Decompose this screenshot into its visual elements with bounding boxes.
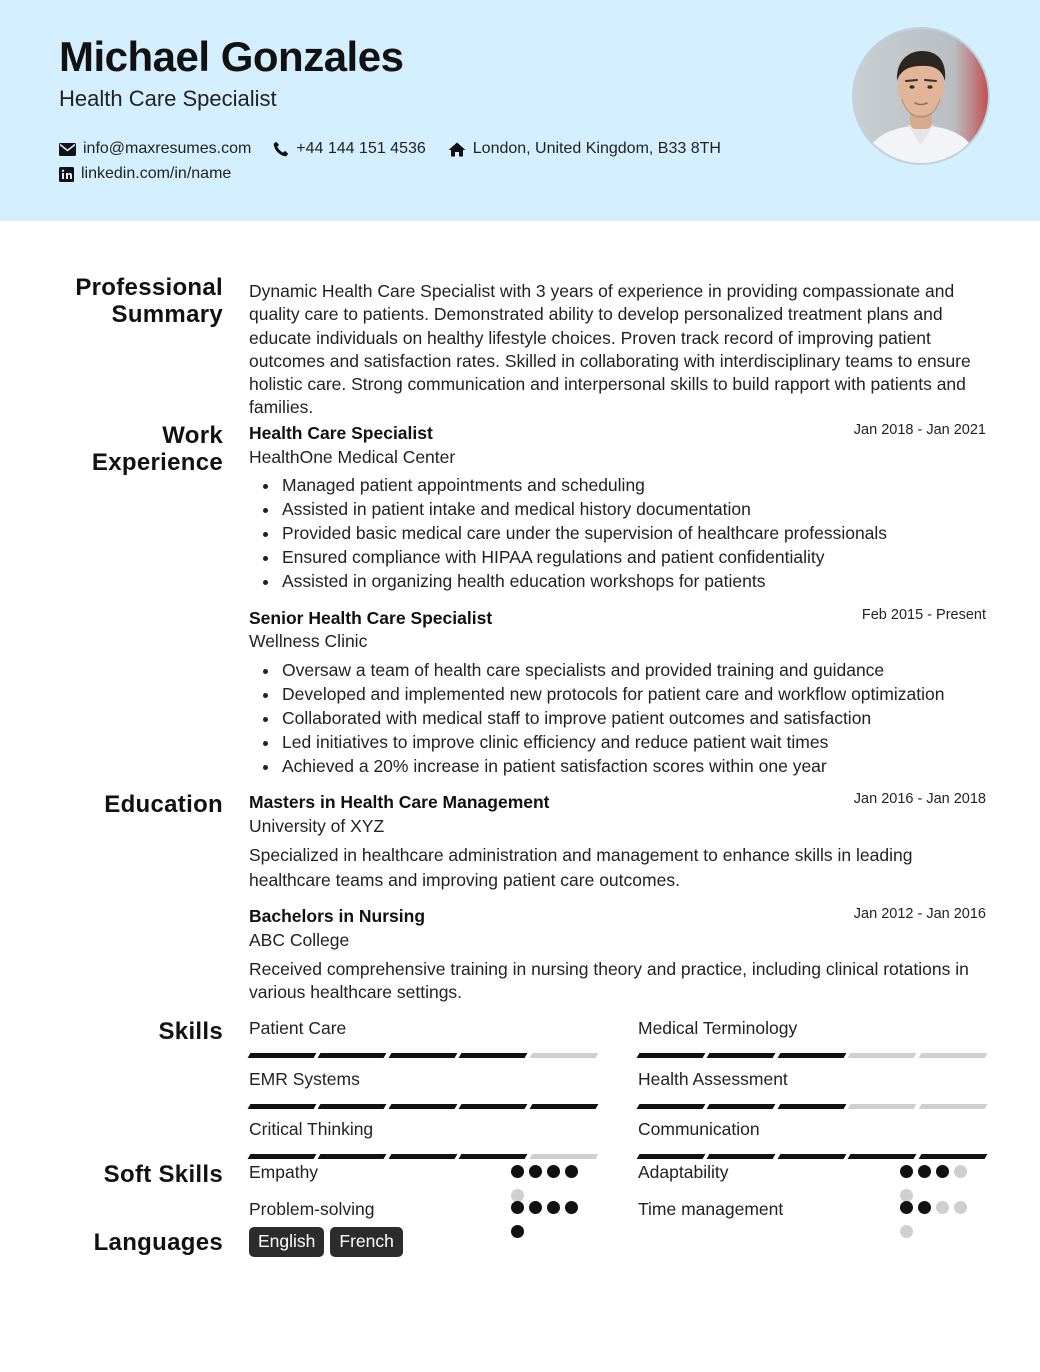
skills-section-title: Skills <box>158 1018 223 1045</box>
skill-segment-filled <box>777 1053 846 1058</box>
resume-header <box>0 0 1040 221</box>
degree-title: Bachelors in Nursing <box>249 906 426 926</box>
skill-segment-filled <box>707 1104 776 1109</box>
rating-dot-filled <box>547 1165 560 1178</box>
skill-segment-filled <box>388 1053 457 1058</box>
degree-dates: Jan 2016 - Jan 2018 <box>853 791 986 807</box>
envelope-icon <box>59 143 76 156</box>
rating-dot-filled <box>565 1201 578 1214</box>
skill-segment-filled <box>459 1154 528 1159</box>
list-item: Ensured compliance with HIPAA regulations and patient confidentiality <box>282 546 982 570</box>
rating-dot-filled <box>900 1201 913 1214</box>
skill-segment-filled <box>318 1104 387 1109</box>
contact-row-secondary <box>59 165 253 183</box>
list-item: Collaborated with medical staff to improve patient outcomes and satisfaction <box>282 707 982 731</box>
phone-text: +44 144 151 4536 <box>296 140 426 157</box>
skill-segment-empty <box>848 1104 917 1109</box>
skill-level-bar <box>249 1154 597 1159</box>
soft-skills-section-title: Soft Skills <box>103 1161 223 1188</box>
soft-skill-name: Problem-solving <box>249 1199 375 1219</box>
skill-segment-filled <box>777 1154 846 1159</box>
job-bullet-list <box>249 474 982 594</box>
degree-dates: Jan 2012 - Jan 2016 <box>853 906 986 922</box>
skill-name: Critical Thinking <box>249 1119 374 1139</box>
summary-title-line1: Professional <box>75 274 223 301</box>
work-title-line2: Experience <box>91 449 223 476</box>
skill-segment-empty <box>848 1053 917 1058</box>
linkedin-contact[interactable] <box>59 165 231 183</box>
profile-photo <box>852 27 990 165</box>
skill-segment-filled <box>248 1154 317 1159</box>
rating-dot-filled <box>511 1225 524 1238</box>
rating-dot-filled <box>511 1165 524 1178</box>
home-icon <box>448 142 466 157</box>
job-dates: Feb 2015 - Present <box>861 607 986 623</box>
list-item: Assisted in patient intake and medical history documentation <box>282 498 982 522</box>
skill-segment-empty <box>918 1053 987 1058</box>
rating-dot-filled <box>529 1201 542 1214</box>
skill-segment-filled <box>248 1104 317 1109</box>
degree-description: Specialized in healthcare administration and management to enhance skills in leading healthcare teams and improving patient care outcomes. <box>249 845 913 890</box>
skill-item <box>249 1018 597 1058</box>
candidate-name: Michael Gonzales <box>59 33 404 80</box>
skill-name: Communication <box>638 1119 760 1139</box>
skill-item <box>249 1069 597 1109</box>
languages-section-title: Languages <box>93 1229 223 1256</box>
school-name: ABC College <box>249 930 350 950</box>
rating-dot-empty <box>954 1201 967 1214</box>
skill-name: EMR Systems <box>249 1069 360 1089</box>
skill-segment-filled <box>318 1053 387 1058</box>
soft-skill-rating <box>900 1201 980 1249</box>
job-bullet-list <box>249 659 982 779</box>
skill-segment-empty <box>918 1104 987 1109</box>
skill-segment-filled <box>707 1053 776 1058</box>
list-item: Managed patient appointments and scheduling <box>282 474 982 498</box>
skill-segment-filled <box>637 1053 706 1058</box>
skill-level-bar <box>249 1053 597 1058</box>
skill-level-bar <box>638 1053 986 1058</box>
linkedin-text: linkedin.com/in/name <box>81 165 232 182</box>
rating-dot-filled <box>900 1165 913 1178</box>
skill-item <box>249 1119 597 1159</box>
phone-icon <box>273 141 289 157</box>
address-text: London, United Kingdom, B33 8TH <box>472 140 721 157</box>
soft-skill-name: Empathy <box>249 1162 319 1182</box>
skill-segment-filled <box>248 1053 317 1058</box>
skill-segment-filled <box>529 1104 598 1109</box>
candidate-role: Health Care Specialist <box>59 86 277 111</box>
rating-dot-filled <box>918 1201 931 1214</box>
work-title-line1: Work <box>162 422 223 449</box>
skill-segment-filled <box>637 1104 706 1109</box>
skill-segment-filled <box>318 1154 387 1159</box>
languages-list <box>249 1227 403 1257</box>
rating-dot-filled <box>936 1165 949 1178</box>
rating-dot-filled <box>547 1201 560 1214</box>
list-item: Led initiatives to improve clinic efficiency and reduce patient wait times <box>282 731 982 755</box>
job-title: Health Care Specialist <box>249 423 433 443</box>
degree-description: Received comprehensive training in nursing theory and practice, including clinical rotations in various healthcare settings. <box>249 959 969 1003</box>
rating-dot-empty <box>954 1165 967 1178</box>
rating-dot-filled <box>918 1165 931 1178</box>
phone-contact[interactable] <box>273 140 425 158</box>
skill-level-bar <box>638 1104 986 1109</box>
email-text: info@maxresumes.com <box>83 140 252 157</box>
summary-section-title <box>40 274 223 328</box>
degree-title: Masters in Health Care Management <box>249 792 550 812</box>
skill-item <box>638 1119 986 1159</box>
skill-item <box>638 1069 986 1109</box>
soft-skill-rating <box>511 1201 591 1249</box>
skill-name: Health Assessment <box>638 1069 788 1089</box>
summary-text: Dynamic Health Care Specialist with 3 years of experience in providing compassionate and quality care to patients. Demonstrated ability to develop personalized treatment plans and educate individuals on healthy lifestyle choices. Proven track record of improving patient outcomes and satisfaction rates. Skilled in collaborating with interdisciplinary teams to ensure holistic care. Strong communication and interpersonal skills to build rapport with patients and families. <box>249 281 971 418</box>
list-item: Oversaw a team of health care specialists and provided training and guidance <box>282 659 982 683</box>
rating-dot-filled <box>529 1165 542 1178</box>
email-contact[interactable] <box>59 140 251 158</box>
skill-level-bar <box>249 1104 597 1109</box>
education-section-title: Education <box>104 791 223 818</box>
list-item: Achieved a 20% increase in patient satisfaction scores within one year <box>282 755 982 779</box>
rating-dot-filled <box>565 1165 578 1178</box>
skill-segment-filled <box>459 1104 528 1109</box>
skill-segment-empty <box>529 1154 598 1159</box>
skill-segment-filled <box>388 1154 457 1159</box>
skill-name: Patient Care <box>249 1018 347 1038</box>
skill-segment-filled <box>459 1053 528 1058</box>
linkedin-icon <box>59 167 74 182</box>
school-name: University of XYZ <box>249 816 385 836</box>
skill-segment-filled <box>388 1104 457 1109</box>
summary-title-line2: Summary <box>111 301 223 328</box>
skill-item <box>638 1018 986 1058</box>
work-section-title <box>40 422 223 476</box>
list-item: Assisted in organizing health education workshops for patients <box>282 570 982 594</box>
language-tag: French <box>330 1227 402 1257</box>
rating-dot-filled <box>511 1201 524 1214</box>
rating-dot-empty <box>936 1201 949 1214</box>
skill-segment-filled <box>777 1104 846 1109</box>
list-item: Developed and implemented new protocols for patient care and workflow optimization <box>282 683 982 707</box>
soft-skill-name: Time management <box>638 1199 784 1219</box>
list-item: Provided basic medical care under the supervision of healthcare professionals <box>282 522 982 546</box>
skill-level-bar <box>638 1154 986 1159</box>
skill-segment-filled <box>848 1154 917 1159</box>
address-contact <box>448 140 721 158</box>
language-tag: English <box>249 1227 324 1257</box>
skill-segment-filled <box>637 1154 706 1159</box>
job-title: Senior Health Care Specialist <box>249 608 493 628</box>
skill-segment-empty <box>529 1053 598 1058</box>
job-organization: HealthOne Medical Center <box>249 447 456 467</box>
soft-skill-name: Adaptability <box>638 1162 729 1182</box>
job-dates: Jan 2018 - Jan 2021 <box>853 422 986 438</box>
skill-segment-filled <box>918 1154 987 1159</box>
rating-dot-empty <box>900 1225 913 1238</box>
contact-row-primary <box>59 140 743 158</box>
skill-name: Medical Terminology <box>638 1018 798 1038</box>
job-organization: Wellness Clinic <box>249 631 368 651</box>
skill-segment-filled <box>707 1154 776 1159</box>
